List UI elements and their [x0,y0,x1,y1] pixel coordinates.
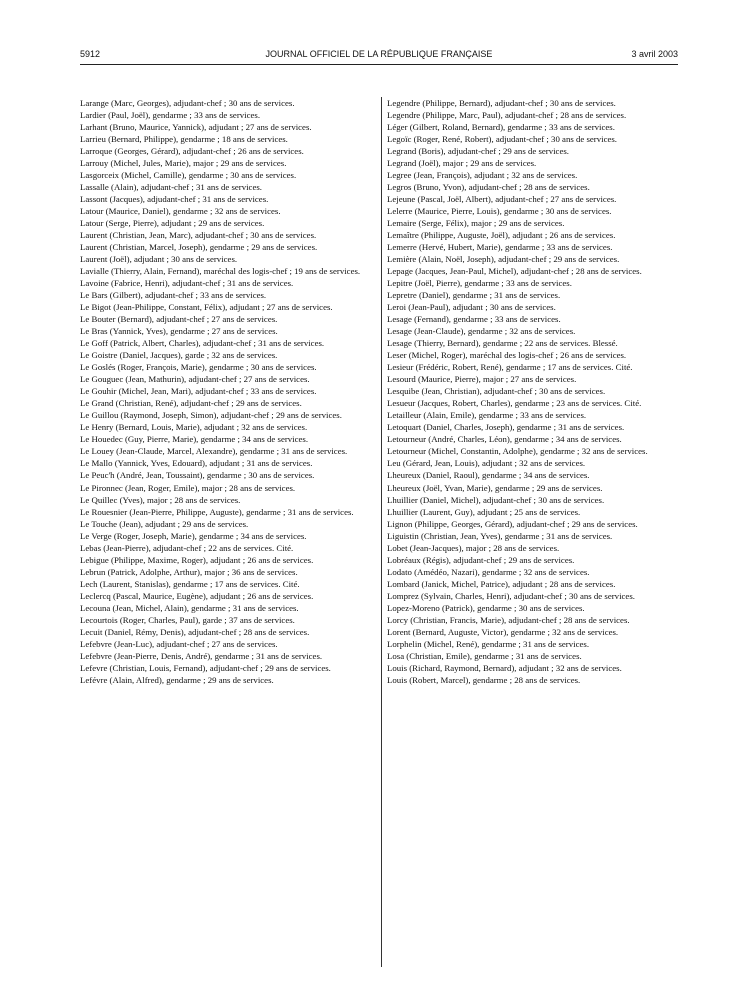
list-item: Lesourd (Maurice, Pierre), major ; 27 ans de services. [387,374,577,385]
right-column [387,97,679,686]
list-item: Lemaître (Philippe, Auguste, Joël), adjudant ; 26 ans de services. [387,230,616,241]
list-item: Le Bouter (Bernard), adjudant-chef ; 27 ans de services. [80,314,278,325]
column-divider [381,97,382,967]
list-item: Le Grand (Christian, René), adjudant-chef ; 29 ans de services. [80,398,302,409]
issue-date: 3 avril 2003 [631,49,678,59]
list-item: Lejeune (Pascal, Joël, Albert), adjudant-chef ; 27 ans de services. [387,194,617,205]
list-item: Lheureux (Daniel, Raoul), gendarme ; 34 ans de services. [387,470,590,481]
list-item: Lefebvre (Jean-Pierre, Denis, André), gendarme ; 31 ans de services. [80,650,323,661]
list-item: Legree (Jean, François), adjudant ; 32 ans de services. [387,170,578,181]
list-item: Lesueur (Jacques, Robert, Charles), gendarme ; 23 ans de services. Cité. [387,398,642,409]
list-item: Legoïc (Roger, René, Robert), adjudant-chef ; 30 ans de services. [387,134,617,145]
list-item: Lomprez (Sylvain, Charles, Henri), adjudant-chef ; 30 ans de services. [387,590,635,601]
list-item: Le Rouesnier (Jean-Pierre, Philippe, Auguste), gendarme ; 31 ans de services. [80,506,354,517]
list-item: Lebrun (Patrick, Adolphe, Arthur), major ; 36 ans de services. [80,566,298,577]
list-item: Lebas (Jean-Pierre), adjudant-chef ; 22 ans de services. Cité. [80,542,294,553]
list-item: Larroque (Georges, Gérard), adjudant-chef ; 26 ans de services. [80,146,304,157]
list-item: Le Goslés (Roger, François, Marie), gendarme ; 30 ans de services. [80,362,317,373]
list-item: Léger (Gilbert, Roland, Bernard), gendarme ; 33 ans de services. [387,122,615,133]
list-item: Lefebvre (Jean-Luc), adjudant-chef ; 27 ans de services. [80,638,278,649]
list-item: Lesage (Thierry, Bernard), gendarme ; 22 ans de services. Blessé. [387,338,618,349]
list-item: Lombard (Janick, Michel, Patrice), adjudant ; 28 ans de services. [387,578,616,589]
list-item: Lepretre (Daniel), gendarme ; 31 ans de services. [387,290,561,301]
journal-title: JOURNAL OFFICIEL DE LA RÉPUBLIQUE FRANÇAISE [265,49,493,59]
list-item: Louis (Robert, Marcel), gendarme ; 28 ans de services. [387,674,581,685]
page-number: 5912 [80,49,101,59]
list-item: Le Bras (Yannick, Yves), gendarme ; 27 ans de services. [80,326,278,337]
list-item: Le Gouguec (Jean, Mathurin), adjudant-chef ; 27 ans de services. [80,374,310,385]
list-item: Le Verge (Roger, Joseph, Marie), gendarme ; 34 ans de services. [80,530,307,541]
list-item: Le Bars (Gilbert), adjudant-chef ; 33 ans de services. [80,290,267,301]
list-item: Lorent (Bernard, Auguste, Victor), gendarme ; 32 ans de services. [387,626,619,637]
list-item: Laurent (Christian, Jean, Marc), adjudant-chef ; 30 ans de services. [80,230,317,241]
list-item: Le Houedec (Guy, Pierre, Marie), gendarme ; 34 ans de services. [80,434,309,445]
list-item: Latour (Maurice, Daniel), gendarme ; 32 ans de services. [80,206,281,217]
list-item: Le Gouhir (Michel, Jean, Mari), adjudant-chef ; 33 ans de services. [80,386,317,397]
list-item: Lorcy (Christian, Francis, Marie), adjudant-chef ; 28 ans de services. [387,614,630,625]
list-item: Le Mallo (Yannick, Yves, Edouard), adjudant ; 31 ans de services. [80,458,313,469]
list-item: Lemière (Alain, Noël, Joseph), adjudant-chef ; 29 ans de services. [387,254,620,265]
list-item: Letoquart (Daniel, Charles, Joseph), gendarme ; 31 ans de services. [387,422,625,433]
list-item: Lemerre (Hervé, Hubert, Marie), gendarme ; 33 ans de services. [387,242,613,253]
list-item: Lorphelin (Michel, René), gendarme ; 31 ans de services. [387,638,590,649]
list-item: Lassont (Jacques), adjudant-chef ; 31 ans de services. [80,194,269,205]
list-item: Lobet (Jean-Jacques), major ; 28 ans de services. [387,542,560,553]
list-item: Le Bigot (Jean-Philippe, Constant, Félix), adjudant ; 27 ans de services. [80,302,333,313]
list-item: Losa (Christian, Emile), gendarme ; 31 ans de services. [387,650,582,661]
list-item: Legendre (Philippe, Marc, Paul), adjudant-chef ; 28 ans de services. [387,110,627,121]
left-column [80,97,372,686]
list-item: Lepitre (Joël, Pierre), gendarme ; 33 ans de services. [387,278,572,289]
list-item: Lemaire (Serge, Félix), major ; 29 ans de services. [387,218,565,229]
list-item: Larrieu (Bernard, Philippe), gendarme ; 18 ans de services. [80,134,288,145]
page-header [80,49,678,63]
list-item: Le Goistre (Daniel, Jacques), garde ; 32 ans de services. [80,350,278,361]
list-item: Larange (Marc, Georges), adjudant-chef ; 30 ans de services. [80,98,295,108]
list-item: Legrand (Boris), adjudant-chef ; 29 ans de services. [387,146,569,157]
list-item: Legros (Bruno, Yvon), adjudant-chef ; 28 ans de services. [387,182,590,193]
list-item: Lasgorceix (Michel, Camille), gendarme ; 30 ans de services. [80,170,297,181]
list-item: Le Quillec (Yves), major ; 28 ans de services. [80,494,241,505]
list-item: Le Louey (Jean-Claude, Marcel, Alexandre), gendarme ; 31 ans de services. [80,446,348,457]
list-item: Lecourtois (Roger, Charles, Paul), garde ; 37 ans de services. [80,614,295,625]
list-item: Laurent (Joël), adjudant ; 30 ans de services. [80,254,238,265]
list-item: Lhuillier (Daniel, Michel), adjudant-chef ; 30 ans de services. [387,494,605,505]
list-item: Lobréaux (Régis), adjudant-chef ; 29 ans de services. [387,554,575,565]
header-rule [80,64,678,65]
list-item: Lheureux (Joël, Yvan, Marie), gendarme ; 29 ans de services. [387,482,603,493]
list-item: Leclercq (Pascal, Maurice, Eugène), adjudant ; 26 ans de services. [80,590,314,601]
list-item: Le Pironnec (Jean, Roger, Emile), major ; 28 ans de services. [80,482,296,493]
list-item: Lhuillier (Laurent, Guy), adjudant ; 25 ans de services. [387,506,581,517]
list-item: Lesquibe (Jean, Christian), adjudant-chef ; 30 ans de services. [387,386,606,397]
list-item: Louis (Richard, Raymond, Bernard), adjudant ; 32 ans de services. [387,662,622,673]
list-item: Liguistin (Christian, Jean, Yves), gendarme ; 31 ans de services. [387,530,613,541]
list-item: Le Henry (Bernard, Louis, Marie), adjudant ; 32 ans de services. [80,422,308,433]
list-item: Lefevre (Christian, Louis, Fernand), adjudant-chef ; 29 ans de services. [80,662,331,673]
list-item: Lefévre (Alain, Alfred), gendarme ; 29 ans de services. [80,674,274,685]
list-item: Lebigue (Philippe, Maxime, Roger), adjudant ; 26 ans de services. [80,554,314,565]
list-item: Larrouy (Michel, Jules, Marie), major ; 29 ans de services. [80,158,287,169]
list-item: Laurent (Christian, Marcel, Joseph), gendarme ; 29 ans de services. [80,242,318,253]
list-item: Lecouna (Jean, Michel, Alain), gendarme ; 31 ans de services. [80,602,299,613]
list-item: Letourneur (Michel, Constantin, Adolphe), gendarme ; 32 ans de services. [387,446,648,457]
list-item: Lech (Laurent, Stanislas), gendarme ; 17 ans de services. Cité. [80,578,300,589]
list-item: Le Peuc'h (André, Jean, Toussaint), gendarme ; 30 ans de services. [80,470,315,481]
list-item: Lavoine (Fabrice, Henri), adjudant-chef ; 31 ans de services. [80,278,294,289]
list-item: Lesage (Jean-Claude), gendarme ; 32 ans de services. [387,326,576,337]
list-item: Lecuit (Daniel, Rémy, Denis), adjudant-chef ; 28 ans de services. [80,626,310,637]
list-item: Lardier (Paul, Joël), gendarme ; 33 ans de services. [80,110,261,121]
list-item: Letailleur (Alain, Emile), gendarme ; 33 ans de services. [387,410,587,421]
list-item: Le Guillou (Raymond, Joseph, Simon), adjudant-chef ; 29 ans de services. [80,410,342,421]
list-item: Lelerre (Maurice, Pierre, Louis), gendarme ; 30 ans de services. [387,206,612,217]
list-item: Lassalle (Alain), adjudant-chef ; 31 ans de services. [80,182,262,193]
list-item: Leroi (Jean-Paul), adjudant ; 30 ans de services. [387,302,556,313]
list-item: Legrand (Joël), major ; 29 ans de services. [387,158,537,169]
list-item: Latour (Serge, Pierre), adjudant ; 29 ans de services. [80,218,265,229]
list-item: Leu (Gérard, Jean, Louis), adjudant ; 32 ans de services. [387,458,586,469]
list-item: Lignon (Philippe, Georges, Gérard), adjudant-chef ; 29 ans de services. [387,518,638,529]
list-item: Letourneur (André, Charles, Léon), gendarme ; 34 ans de services. [387,434,622,445]
list-item: Le Goff (Patrick, Albert, Charles), adjudant-chef ; 31 ans de services. [80,338,325,349]
list-item: Le Touche (Jean), adjudant ; 29 ans de services. [80,518,249,529]
list-item: Lodato (Amédéo, Nazari), gendarme ; 32 ans de services. [387,566,590,577]
list-item: Lavialle (Thierry, Alain, Fernand), maréchal des logis-chef ; 19 ans de services. [80,266,361,277]
list-item: Lepage (Jacques, Jean-Paul, Michel), adjudant-chef ; 28 ans de services. [387,266,642,277]
list-item: Lopez-Moreno (Patrick), gendarme ; 30 ans de services. [387,602,585,613]
list-item: Lesieur (Frédéric, Robert, René), gendarme ; 17 ans de services. Cité. [387,362,633,373]
list-item: Legendre (Philippe, Bernard), adjudant-chef ; 30 ans de services. [387,98,616,108]
list-item: Leser (Michel, Roger), maréchal des logis-chef ; 26 ans de services. [387,350,627,361]
list-item: Larhant (Bruno, Maurice, Yannick), adjudant ; 27 ans de services. [80,122,312,133]
list-item: Lesage (Fernand), gendarme ; 33 ans de services. [387,314,561,325]
